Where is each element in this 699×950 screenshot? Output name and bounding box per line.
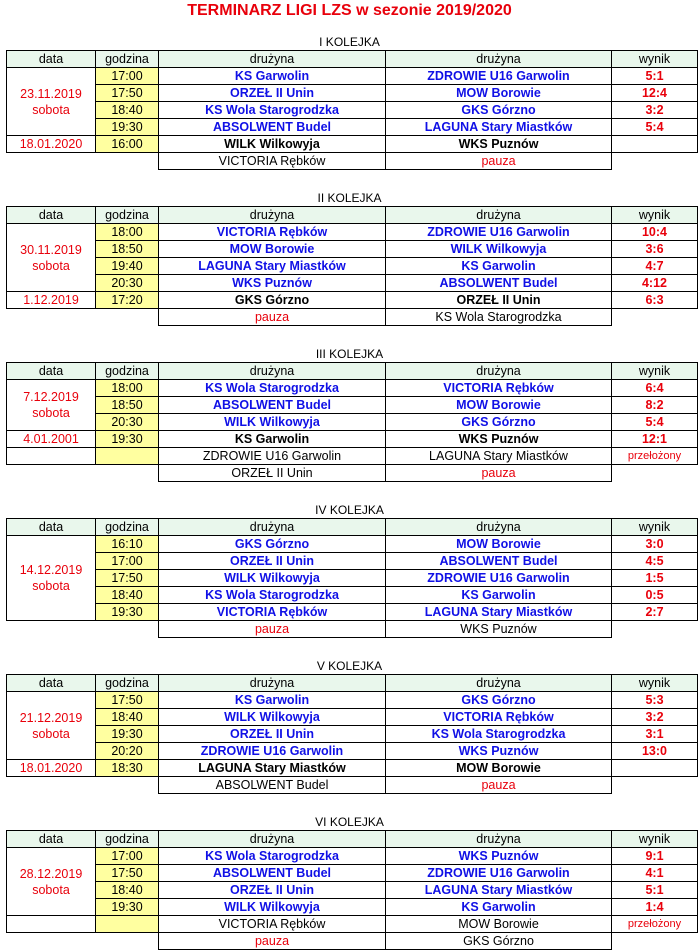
match-row [7,743,698,760]
match-result: 5:1 [612,68,698,85]
header-result: wynik [612,675,698,692]
round-table [6,206,698,326]
away-team: KS Garwolin [386,258,612,275]
match-date: 4.01.2001 [7,431,96,448]
match-time: 18:50 [96,397,159,414]
extra-time [96,621,159,638]
day-value: sobota [32,258,70,273]
away-team: VICTORIA Rębków [386,380,612,397]
date-value: 21.12.2019 [19,710,83,725]
match-time: 19:30 [96,431,159,448]
extra-time [96,465,159,482]
match-result: 5:3 [612,692,698,709]
away-team: WKS Puznów [386,743,612,760]
match-time: 17:00 [96,68,159,85]
match-time: 17:50 [96,570,159,587]
page-title: TERMINARZ LIGI LZS w sezonie 2019/2020 [187,2,512,19]
match-row [7,899,698,916]
bye-team: GKS Górzno [386,933,612,950]
extra-time [96,777,159,794]
extra-result [612,933,698,950]
header-team2: drużyna [386,831,612,848]
away-team: ZDROWIE U16 Garwolin [386,865,612,882]
match-row [7,102,698,119]
match-time: 18:50 [96,241,159,258]
away-team: GKS Górzno [386,692,612,709]
round-title: III KOLEJKA [315,347,384,361]
header-team2: drużyna [386,51,612,68]
match-date: 18.01.2020 [7,136,96,153]
match-time: 17:50 [96,85,159,102]
match-row [7,709,698,726]
match-row [7,587,698,604]
pauza-label: pauza [159,309,386,326]
match-result: 12:1 [612,431,698,448]
away-team: LAGUNA Stary Miastków [386,119,612,136]
home-team: ORZEŁ II Unin [159,85,386,102]
match-result [612,136,698,153]
header-time: godzina [96,363,159,380]
home-team: LAGUNA Stary Miastków [159,258,386,275]
match-date: 18.01.2020 [7,760,96,777]
away-team: WKS Puznów [386,136,612,153]
match-date [7,68,96,136]
header-row [7,519,698,536]
header-team2: drużyna [386,363,612,380]
match-time: 18:40 [96,709,159,726]
away-team: WKS Puznów [386,848,612,865]
bye-team: ORZEŁ II Unin [159,465,386,482]
match-result: 5:1 [612,882,698,899]
header-result: wynik [612,363,698,380]
match-time: 17:50 [96,692,159,709]
away-team: WKS Puznów [386,431,612,448]
match-result: 3:6 [612,241,698,258]
match-result: 9:1 [612,848,698,865]
round-title: II KOLEJKA [317,191,382,205]
header-time: godzina [96,51,159,68]
match-time: 17:20 [96,292,159,309]
home-team: ORZEŁ II Unin [159,882,386,899]
match-result [612,760,698,777]
match-result: 3:2 [612,102,698,119]
date-value: 30.11.2019 [20,242,82,257]
home-team: WILK Wilkowyja [159,570,386,587]
date-value: 7.12.2019 [23,390,79,404]
away-team: ORZEŁ II Unin [386,292,612,309]
round-table [6,830,698,950]
bye-team: KS Wola Starogrodzka [386,309,612,326]
header-row [7,51,698,68]
match-date: 1.12.2019 [7,292,96,309]
match-time: 18:00 [96,380,159,397]
match-time: 18:40 [96,102,159,119]
home-team: ABSOLWENT Budel [159,397,386,414]
match-row [7,414,698,431]
match-row [7,397,698,414]
home-team: ABSOLWENT Budel [159,119,386,136]
home-team: KS Wola Starogrodzka [159,587,386,604]
header-row [7,831,698,848]
match-row [7,604,698,621]
round-table [6,362,698,482]
match-result: 3:1 [612,726,698,743]
match-result: 8:2 [612,397,698,414]
date-value: 28.12.2019 [19,866,83,881]
header-team1: drużyna [159,831,386,848]
round-title: VI KOLEJKA [315,815,384,829]
match-result: 0:5 [612,587,698,604]
match-row [7,85,698,102]
match-result: 4:5 [612,553,698,570]
home-team: KS Wola Starogrodzka [159,102,386,119]
extra-time [96,153,159,170]
match-result: 1:5 [612,570,698,587]
day-value: sobota [32,579,70,593]
home-team: KS Garwolin [159,68,386,85]
away-team: ZDROWIE U16 Garwolin [386,224,612,241]
header-time: godzina [96,207,159,224]
header-result: wynik [612,831,698,848]
match-result: 2:7 [612,604,698,621]
home-team: LAGUNA Stary Miastków [159,760,386,777]
away-team: GKS Górzno [386,102,612,119]
header-date: data [7,519,96,536]
match-result: 13:0 [612,743,698,760]
match-result: 4:1 [612,865,698,882]
extra-date [7,448,96,465]
extra-row [7,777,698,794]
extra-row [7,916,698,933]
match-row [7,553,698,570]
match-row [7,119,698,136]
extra-result [612,309,698,326]
match-row [7,570,698,587]
bye-team: ABSOLWENT Budel [159,777,386,794]
extra-result [612,777,698,794]
match-time: 20:30 [96,414,159,431]
home-team: ORZEŁ II Unin [159,726,386,743]
match-row [7,865,698,882]
match-row [7,136,698,153]
header-row [7,675,698,692]
header-date: data [7,51,96,68]
away-team: MOW Borowie [386,536,612,553]
bye-team: VICTORIA Rębków [159,916,386,933]
extra-date [7,309,96,326]
header-date: data [7,831,96,848]
away-team: LAGUNA Stary Miastków [386,882,612,899]
home-team: KS Wola Starogrodzka [159,848,386,865]
match-result: 3:2 [612,709,698,726]
pauza-label: pauza [386,777,612,794]
match-time: 19:30 [96,899,159,916]
match-row [7,241,698,258]
away-team: ABSOLWENT Budel [386,275,612,292]
header-team2: drużyna [386,675,612,692]
date-value: 14.12.2019 [19,563,83,577]
extra-result [612,621,698,638]
match-time: 18:40 [96,882,159,899]
home-team: KS Wola Starogrodzka [159,380,386,397]
match-time: 18:30 [96,760,159,777]
extra-result: przełożony [612,916,698,933]
bye-team: WKS Puznów [386,621,612,638]
day-value: sobota [32,882,70,897]
extra-row [7,465,698,482]
home-team: MOW Borowie [159,241,386,258]
match-row [7,292,698,309]
home-team: WKS Puznów [159,275,386,292]
away-team: KS Wola Starogrodzka [386,726,612,743]
match-time: 16:10 [96,536,159,553]
header-date: data [7,363,96,380]
home-team: WILK Wilkowyja [159,136,386,153]
header-team1: drużyna [159,207,386,224]
day-value: sobota [32,406,70,420]
home-team: VICTORIA Rębków [159,224,386,241]
header-date: data [7,207,96,224]
match-time: 19:30 [96,604,159,621]
match-result: 1:4 [612,899,698,916]
date-value: 23.11.2019 [20,86,82,101]
match-row [7,692,698,709]
away-team: LAGUNA Stary Miastków [386,604,612,621]
header-time: godzina [96,831,159,848]
away-team: KS Garwolin [386,899,612,916]
away-team: MOW Borowie [386,397,612,414]
extra-time [96,309,159,326]
pauza-label: pauza [386,465,612,482]
match-date [7,692,96,760]
away-team: ZDROWIE U16 Garwolin [386,68,612,85]
match-row [7,760,698,777]
home-team: GKS Górzno [159,292,386,309]
match-row [7,848,698,865]
home-team: VICTORIA Rębków [159,604,386,621]
round-table [6,50,698,170]
bye-team: LAGUNA Stary Miastków [386,448,612,465]
match-date [7,848,96,916]
away-team: GKS Górzno [386,414,612,431]
match-result: 6:4 [612,380,698,397]
header-result: wynik [612,519,698,536]
pauza-label: pauza [159,621,386,638]
away-team: MOW Borowie [386,85,612,102]
home-team: ORZEŁ II Unin [159,553,386,570]
match-row [7,431,698,448]
header-row [7,363,698,380]
extra-time [96,916,159,933]
home-team: ABSOLWENT Budel [159,865,386,882]
match-date [7,380,96,431]
match-time: 19:40 [96,258,159,275]
day-value: sobota [32,726,70,741]
header-date: data [7,675,96,692]
extra-date [7,777,96,794]
extra-row [7,309,698,326]
match-result: 12:4 [612,85,698,102]
match-result: 10:4 [612,224,698,241]
match-time: 17:50 [96,865,159,882]
match-time: 18:00 [96,224,159,241]
match-row [7,258,698,275]
header-team2: drużyna [386,519,612,536]
match-row [7,224,698,241]
day-value: sobota [32,102,70,117]
round-title: V KOLEJKA [316,659,383,673]
away-team: KS Garwolin [386,587,612,604]
header-team1: drużyna [159,363,386,380]
extra-row [7,621,698,638]
pauza-label: pauza [386,153,612,170]
bye-team: VICTORIA Rębków [159,153,386,170]
home-team: KS Garwolin [159,431,386,448]
extra-date [7,933,96,950]
extra-row [7,448,698,465]
match-row [7,536,698,553]
match-date [7,536,96,621]
header-row [7,207,698,224]
match-result: 6:3 [612,292,698,309]
round-title: I KOLEJKA [319,35,380,49]
bye-team: MOW Borowie [386,916,612,933]
match-row [7,726,698,743]
match-time: 17:00 [96,848,159,865]
round-title: IV KOLEJKA [315,503,384,517]
match-time: 20:30 [96,275,159,292]
home-team: GKS Górzno [159,536,386,553]
home-team: ZDROWIE U16 Garwolin [159,743,386,760]
pauza-label: pauza [159,933,386,950]
extra-time [96,933,159,950]
away-team: ZDROWIE U16 Garwolin [386,570,612,587]
round-table [6,674,698,794]
match-row [7,882,698,899]
extra-date [7,465,96,482]
match-time: 19:30 [96,119,159,136]
extra-date [7,153,96,170]
header-result: wynik [612,207,698,224]
bye-team: ZDROWIE U16 Garwolin [159,448,386,465]
header-result: wynik [612,51,698,68]
away-team: MOW Borowie [386,760,612,777]
extra-date [7,916,96,933]
home-team: WILK Wilkowyja [159,414,386,431]
home-team: KS Garwolin [159,692,386,709]
match-time: 20:20 [96,743,159,760]
match-time: 19:30 [96,726,159,743]
match-result: 5:4 [612,414,698,431]
extra-date [7,621,96,638]
match-row [7,275,698,292]
header-team1: drużyna [159,51,386,68]
header-time: godzina [96,675,159,692]
extra-row [7,933,698,950]
match-result: 3:0 [612,536,698,553]
match-row [7,68,698,85]
away-team: VICTORIA Rębków [386,709,612,726]
extra-row [7,153,698,170]
match-time: 17:00 [96,553,159,570]
extra-time [96,448,159,465]
extra-result [612,465,698,482]
home-team: WILK Wilkowyja [159,899,386,916]
extra-result: przełożony [612,448,698,465]
match-result: 5:4 [612,119,698,136]
match-result: 4:12 [612,275,698,292]
match-time: 16:00 [96,136,159,153]
match-result: 4:7 [612,258,698,275]
header-team2: drużyna [386,207,612,224]
round-table [6,518,698,638]
extra-result [612,153,698,170]
match-time: 18:40 [96,587,159,604]
header-team1: drużyna [159,519,386,536]
match-row [7,380,698,397]
match-date [7,224,96,292]
away-team: ABSOLWENT Budel [386,553,612,570]
header-time: godzina [96,519,159,536]
header-team1: drużyna [159,675,386,692]
home-team: WILK Wilkowyja [159,709,386,726]
away-team: WILK Wilkowyja [386,241,612,258]
